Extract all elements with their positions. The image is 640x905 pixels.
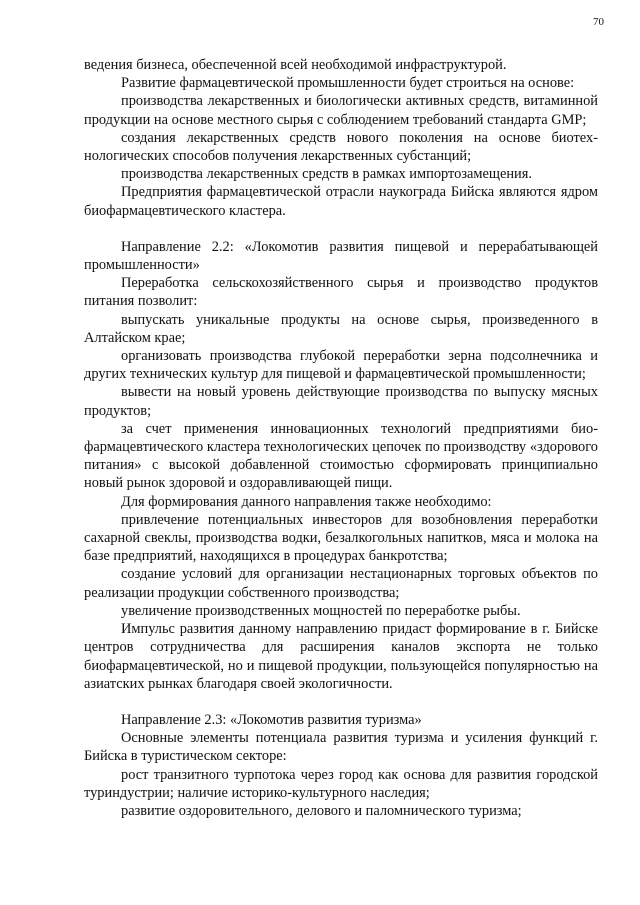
paragraph: вывести на новый уровень действующие производства по выпуску мясных продуктов; — [84, 384, 598, 419]
paragraph: рост транзитного турпотока через город как основа для развития городской туриндустрии; наличие историко-культурного наследия; — [84, 766, 598, 801]
paragraph: выпускать уникальные продукты на основе сырья, произведенного в Алтайском крае; — [84, 311, 598, 346]
paragraph-spacer — [84, 220, 598, 238]
paragraph: увеличение производственных мощностей по переработке рыбы. — [121, 602, 521, 619]
paragraph: производства лекарственных и биологически активных средств, витаминной продукции на основе местного сырья с соблюдением требований стандарта GMP; — [84, 93, 598, 128]
paragraph: Для формирования данного направления также необходимо: — [121, 493, 492, 510]
paragraph: привлечение потенциальных инвесторов для возобновления переработки сахарной свеклы, производства водки, безалкогольных напитков, мяса и молока на базе предприятий, находящихся в процедурах банкротства; — [84, 511, 598, 565]
paragraph: Предприятия фармацевтической отрасли наукограда Бийска являются ядром биофармацевтического кластера. — [84, 184, 598, 219]
paragraph: создания лекарственных средств нового поколения на основе биотехнологических способов получения лекарственных субстанций; — [84, 129, 598, 165]
paragraph: производства лекарственных средств в рамках импортозамещения. — [121, 166, 532, 183]
page-number: 70 — [593, 16, 604, 28]
paragraph: Развитие фармацевтической промышленности будет строиться на основе: — [121, 75, 575, 92]
paragraph: развитие оздоровительного, делового и паломнического туризма; — [121, 802, 522, 819]
paragraph: Основные элементы потенциала развития туризма и усиления функций г. Бийска в туристическом секторе: — [84, 730, 598, 765]
paragraph: за счет применения инновационных технологий предприятиями биофармацевтического кластера технологических цепочек по производству «здорового питания» с высокой добавленной стоимостью сформировать принципиально новый рынок здоровой и оздоравливающей пищи. — [84, 420, 598, 492]
paragraph: Направление 2.2: «Локомотив развития пищевой и перерабатывающей промышленности» — [84, 238, 598, 274]
paragraph: создание условий для организации нестационарных торговых объектов по реализации продукции собственного производства; — [84, 566, 598, 601]
paragraph-spacer — [84, 693, 598, 711]
paragraph: Импульс развития данному направлению придаст формирование в г. Бийске центров сотрудничества для расширения каналов экспорта не только биофармацевтической, но и пищевой продукции, пользующейся популярностью на азиатских рынках благодаря своей экологичности. — [84, 621, 598, 692]
paragraph: Направление 2.3: «Локомотив развития туризма» — [121, 711, 422, 728]
paragraph: ведения бизнеса, обеспеченной всей необходимой инфраструктурой. — [84, 57, 507, 73]
document-body — [84, 56, 598, 820]
paragraph: Переработка сельскохозяйственного сырья и производство продуктов питания позволит: — [84, 275, 598, 310]
paragraph: организовать производства глубокой переработки зерна подсолнечника и других технических культур для пищевой и фармацевтической промышленности; — [84, 348, 598, 383]
